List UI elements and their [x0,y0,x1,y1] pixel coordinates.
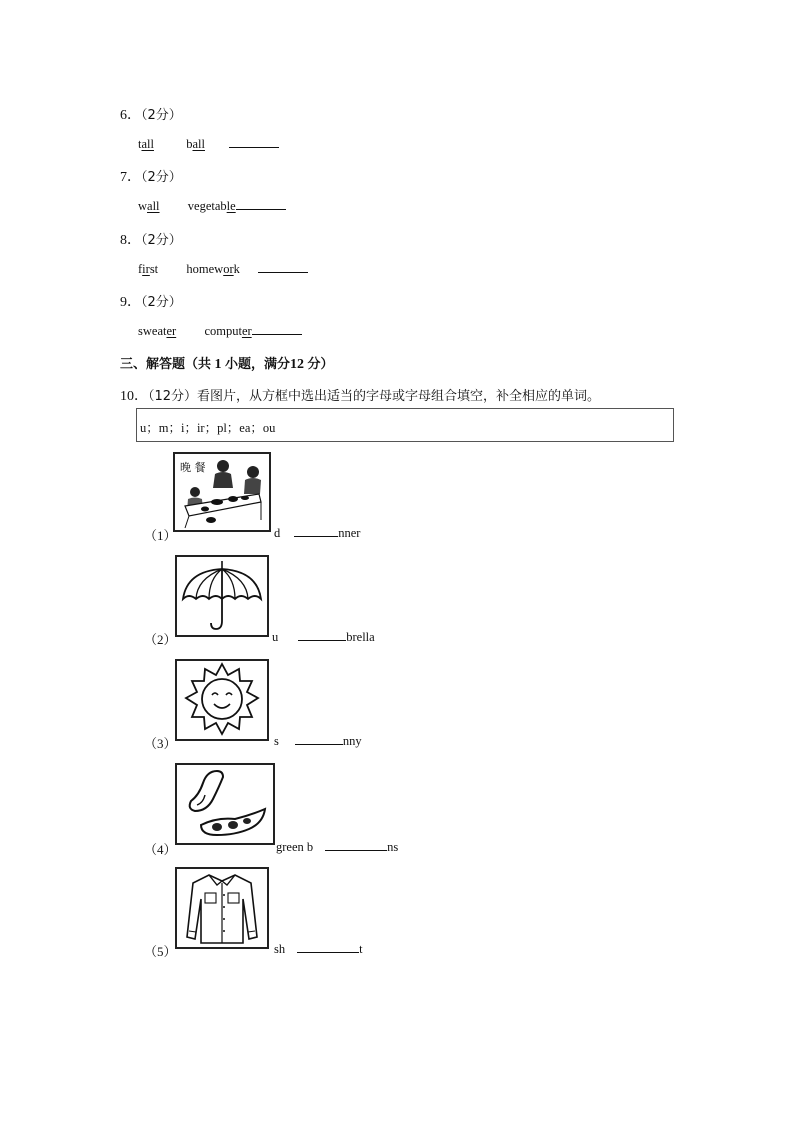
dinner-sign: 晚 餐 [180,461,206,474]
item-3-number: （3） [144,736,177,751]
answer-blank[interactable] [298,629,346,641]
item-4-word: green b ns [276,840,399,854]
word-1: wall [138,199,160,213]
answer-blank[interactable] [252,323,302,335]
word-2: vegetable [187,199,236,213]
question-6-words [138,136,279,152]
letter-box [136,408,674,442]
item-1-word: d nner [274,526,361,540]
item-5-number: （5） [144,944,177,959]
green-beans-picture [175,763,275,845]
question-7-words [138,198,286,214]
word-1: sweater [138,324,177,338]
question-7-number: 7．（2分） [120,170,182,185]
item-4-number: （4） [144,842,177,857]
item-2-word: u brella [272,630,375,644]
question-8-words [138,261,308,277]
dinner-picture [173,452,271,532]
answer-blank[interactable] [295,733,343,745]
umbrella-picture [175,555,269,637]
answer-blank[interactable] [229,136,279,148]
answer-blank[interactable] [297,941,359,953]
section-title: 三、解答题（共 1 小题，满分12 分） [120,357,334,372]
answer-blank[interactable] [236,198,286,210]
word-1: first [138,262,159,276]
word-2: ball [186,137,205,151]
word-2: homework [186,262,240,276]
item-2-number: （2） [144,632,177,647]
word-2: computer [204,324,252,338]
shirt-picture [175,867,269,949]
item-3-word: s nny [274,734,362,748]
sun-picture [175,659,269,741]
answer-blank[interactable] [258,261,308,273]
question-9-words [138,323,302,339]
answer-blank[interactable] [294,525,338,537]
question-6-number: 6．（2分） [120,108,182,123]
letter-options: u；m；i；ir；pl；ea；ou [140,421,276,435]
question-8-number: 8．（2分） [120,233,182,248]
item-1-number: （1） [144,528,177,543]
answer-blank[interactable] [325,839,387,851]
question-9-number: 9．（2分） [120,295,182,310]
item-5-word: sh t [274,942,363,956]
question-10-header: 10．（12分）看图片，从方框中选出适当的字母或字母组合填空，补全相应的单词。 [120,389,601,404]
word-1: tall [138,137,154,151]
